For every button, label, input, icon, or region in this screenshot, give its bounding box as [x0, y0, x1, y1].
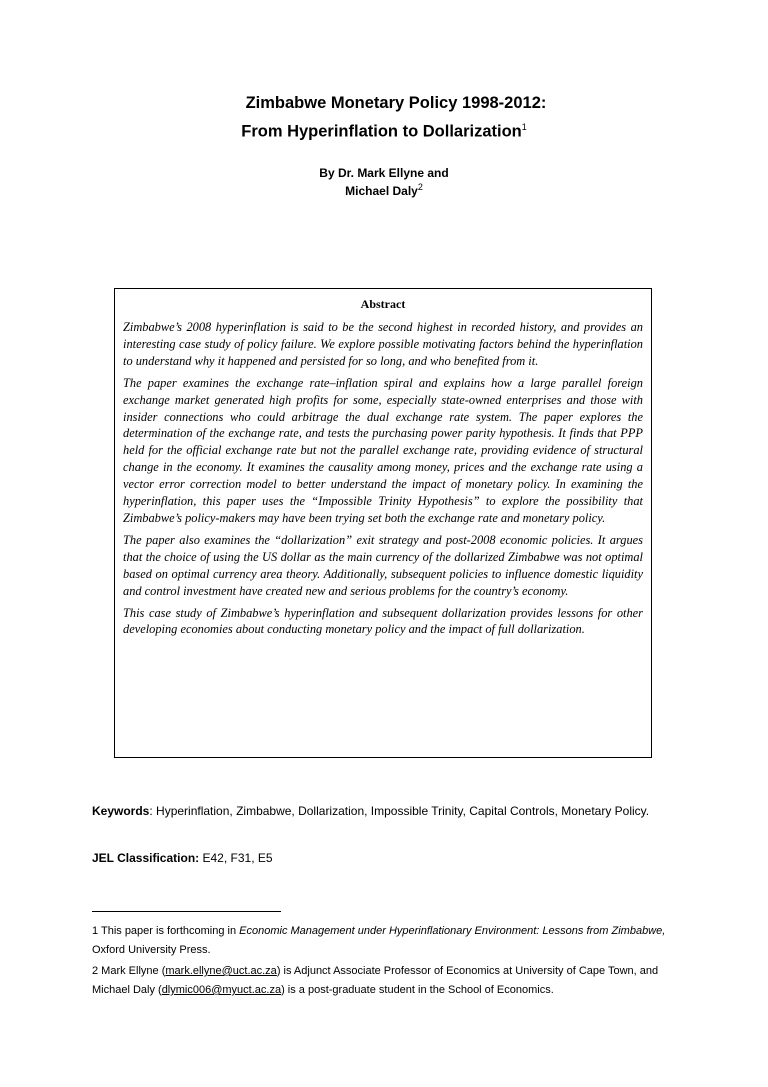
- keywords-label: Keywords: [92, 804, 150, 818]
- authors-line-2-text: Michael Daly: [345, 184, 418, 198]
- footnote-2: [92, 962, 682, 1000]
- paper-title-line-2: [0, 122, 768, 142]
- abstract-paragraph: Zimbabwe’s 2008 hyperinflation is said to be the second highest in recorded history, and provides an interesting case study of policy failure. We explore possible motivating factors behind the hyperinflation to understand why it happened and persisted for so long, and who benefited from it.: [123, 320, 643, 368]
- footnote-divider: [92, 911, 281, 912]
- abstract-box: [114, 288, 652, 758]
- paper-title-line-1: Zimbabwe Monetary Policy 1998-2012:: [245, 94, 547, 112]
- footnote-2-part-2: ) is Adjunct Associate Professor of Economics at University of Cape Town, and Michael Daly (: [92, 965, 659, 996]
- keywords: [92, 800, 672, 822]
- abstract-body: [123, 319, 643, 643]
- footnote-1: [92, 922, 682, 960]
- abstract-paragraph: This case study of Zimbabwe’s hyperinflation and subsequent dollarization provides lessons for other developing economies about conducting monetary policy and the impact of full dollarization.: [123, 605, 643, 637]
- email-link-daly[interactable]: dlymic006@myuct.ac.za: [161, 984, 282, 996]
- footnote-1-suffix: Oxford University Press.: [92, 944, 211, 956]
- authors-line-2: [0, 182, 768, 198]
- authors-line-1: By Dr. Mark Ellyne and: [319, 166, 449, 180]
- footnote-1-mark: 1: [92, 925, 99, 937]
- jel-codes: E42, F31, E5: [199, 851, 273, 865]
- paper-title-line-2-text: From Hyperinflation to Dollarization: [241, 122, 522, 141]
- footnote-ref-2[interactable]: 2: [417, 182, 423, 192]
- footnote-2-mark: 2: [92, 965, 99, 977]
- jel-label: JEL Classification:: [92, 851, 200, 865]
- keywords-text: Hyperinflation, Zimbabwe, Dollarization, Impossible Trinity, Capital Controls, Monetary Policy.: [156, 804, 650, 818]
- footnote-1-book-title: Economic Management under Hyperinflationary Environment: Lessons from Zimbabwe,: [239, 925, 666, 937]
- abstract-paragraph: The paper examines the exchange rate–inflation spiral and explains how a large parallel foreign exchange market generated high profits for some, especially state-owned enterprises and those with insider connections who could arbitrage the dual exchange rate system. The paper explores the determination of the exchange rate, and tests the purchasing power parity hypothesis. It finds that PPP held for the official exchange rate but not the parallel exchange rate, providing evidence of structural change in the economy. It examines the causality among money, prices and the exchange rate using a vector error correction model to better understand the impact of monetary policy. In examining the hyperinflation, this paper uses the “Impossible Trinity Hypothesis” to explore the possibility that Zimbabwe’s policy-makers may have been trying set both the exchange rate and monetary policy.: [123, 375, 643, 525]
- jel-classification: [92, 851, 273, 865]
- footnote-ref-1[interactable]: 1: [521, 122, 527, 132]
- email-link-ellyne[interactable]: mark.ellyne@uct.ac.za: [165, 965, 277, 977]
- keywords-separator: :: [149, 804, 157, 818]
- footnote-2-part-3: ) is a post-graduate student in the School of Economics.: [281, 984, 554, 996]
- footnote-1-prefix: This paper is forthcoming in: [98, 925, 240, 937]
- abstract-heading: Abstract: [360, 297, 406, 311]
- abstract-paragraph: The paper also examines the “dollarization” exit strategy and post-2008 economic policies. It argues that the choice of using the US dollar as the main currency of the dollarized Zimbabwe was not optimal based on optimal currency area theory. Additionally, subsequent policies to influence domestic liquidity and control investment have created new and serious problems for the country’s economy.: [123, 532, 643, 598]
- footnote-2-part-1: Mark Ellyne (: [98, 965, 166, 977]
